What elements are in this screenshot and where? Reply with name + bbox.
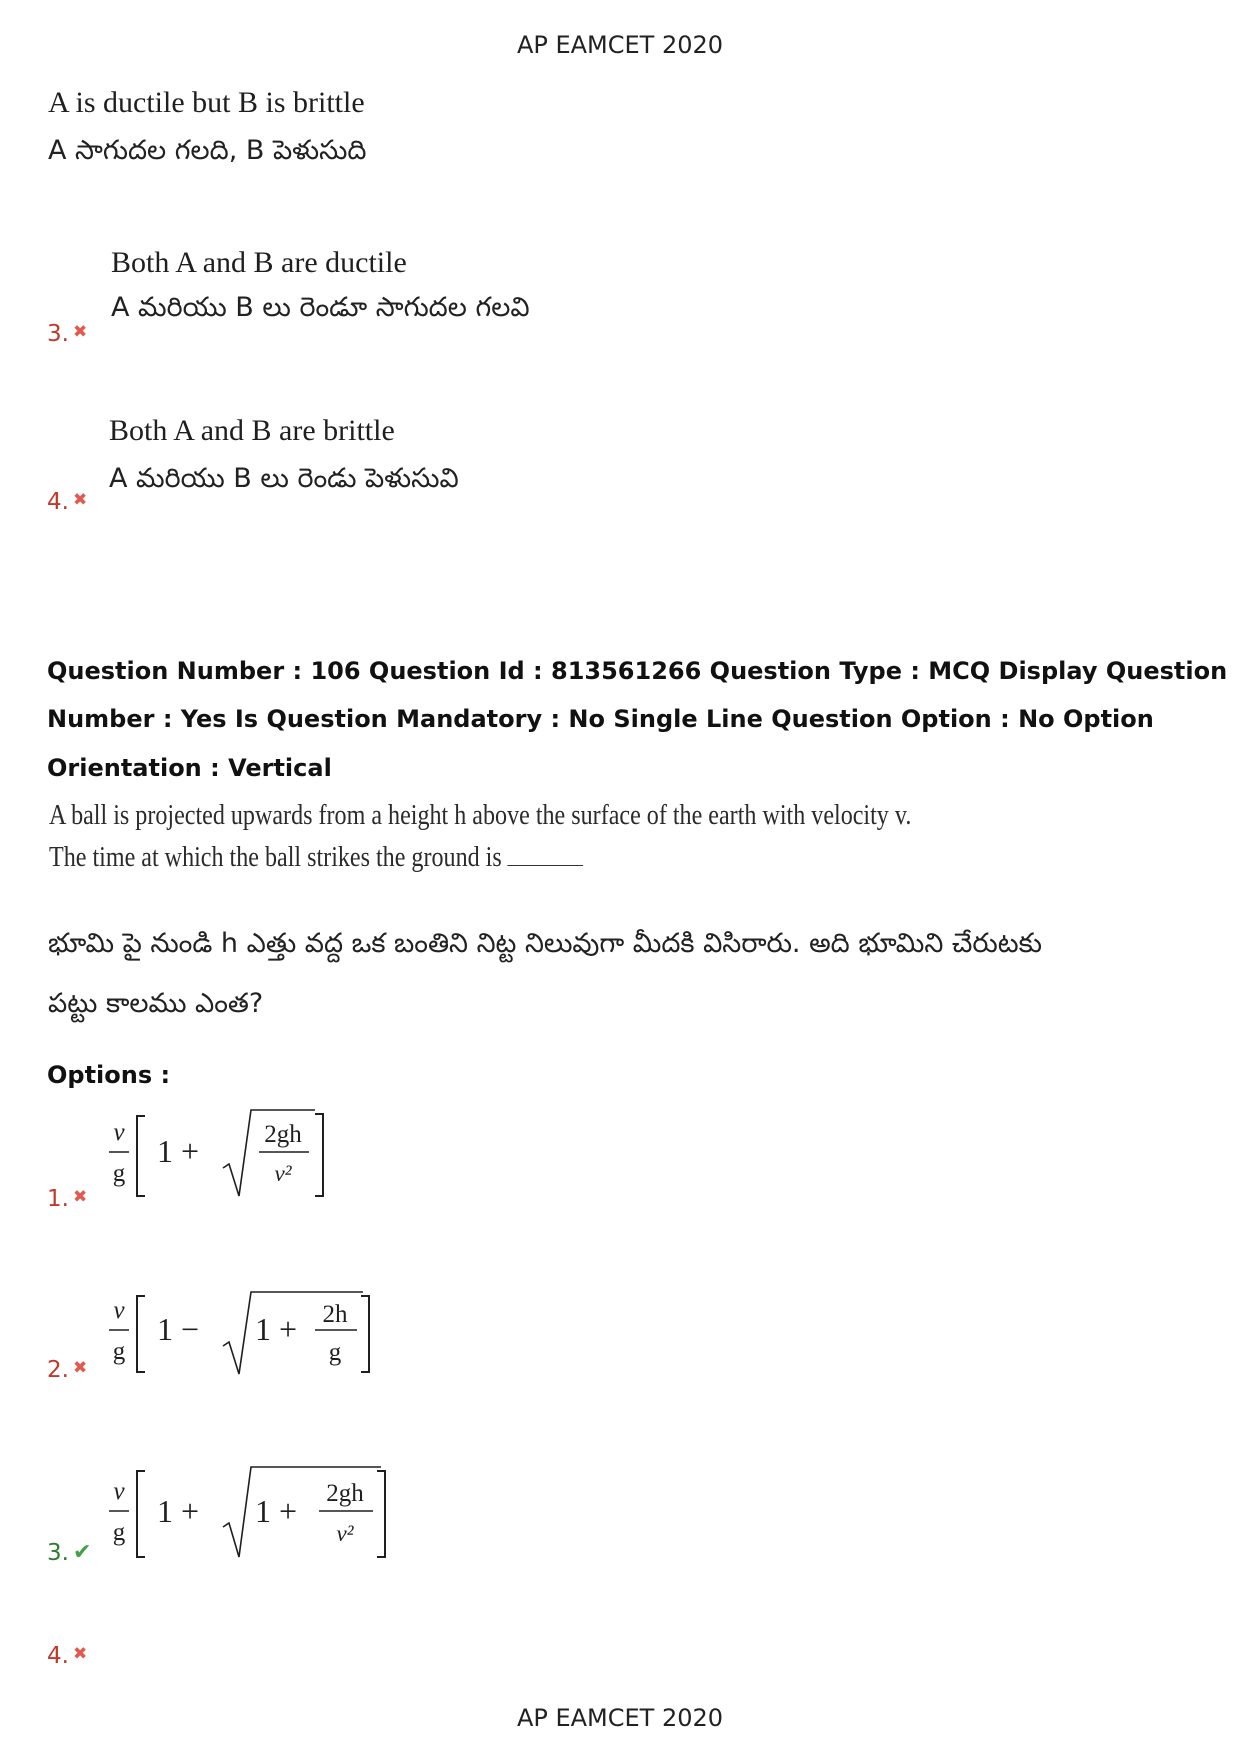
question-meta-line-3: Orientation : Vertical — [47, 754, 332, 782]
cross-icon: ✖ — [72, 1187, 88, 1207]
question-text-en-line-1: A ball is projected upwards from a height h above the surface of the earth with velocity v. — [49, 800, 912, 831]
radical-denominator: v² — [336, 1521, 354, 1546]
option-3-text-en: Both A and B are ductile — [111, 246, 407, 279]
option-4-marker — [47, 489, 87, 515]
fraction-numerator: v — [113, 1478, 125, 1505]
radical-numerator: 2h — [322, 1301, 348, 1328]
question-text-te-line-2: పట్టు కాలము ఎంత? — [48, 988, 264, 1019]
option-number: 4. — [47, 489, 69, 515]
option-1-formula — [105, 1108, 335, 1208]
option-4-marker — [47, 1643, 87, 1669]
bracket-term: 1 − — [157, 1311, 200, 1347]
fraction-denominator: g — [112, 1338, 126, 1365]
option-1-marker — [47, 1186, 87, 1212]
option-number: 1. — [47, 1186, 69, 1212]
option-text-en: A is ductile but B is brittle — [48, 86, 365, 119]
option-number: 2. — [47, 1357, 69, 1383]
fraction-denominator: g — [112, 1160, 126, 1187]
cross-icon: ✖ — [72, 1358, 88, 1378]
option-number: 3. — [47, 321, 69, 347]
fraction-denominator: g — [112, 1519, 126, 1546]
fraction-numerator: v — [113, 1119, 125, 1146]
radical-numerator: 2gh — [264, 1121, 302, 1148]
option-3-text-te: A మరియు B లు రెండూ సాగుదల గలవి — [111, 292, 530, 323]
radical-term: 1 + — [255, 1493, 298, 1529]
cross-icon: ✖ — [72, 322, 88, 342]
question-meta-line-2: Number : Yes Is Question Mandatory : No Single Line Question Option : No Option — [47, 705, 1154, 733]
page-header: AP EAMCET 2020 — [516, 31, 724, 59]
fraction-numerator: v — [113, 1297, 125, 1324]
option-2-marker — [47, 1357, 87, 1383]
cross-icon: ✖ — [72, 490, 88, 510]
option-number: 3. — [47, 1540, 69, 1566]
radical-numerator: 2gh — [326, 1480, 364, 1507]
question-meta-line-1: Question Number : 106 Question Id : 813561266 Question Type : MCQ Display Question — [47, 657, 1228, 685]
option-number: 4. — [47, 1643, 69, 1669]
question-text-en-line-2: The time at which the ball strikes the ground is — [49, 842, 583, 874]
option-4-text-te: A మరియు B లు రెండు పెళుసువి — [109, 463, 459, 494]
radical-denominator: v² — [274, 1161, 292, 1186]
answer-blank — [508, 843, 584, 866]
radical-term: 1 + — [255, 1311, 298, 1347]
option-3-formula — [105, 1465, 395, 1567]
option-3-marker — [47, 321, 87, 347]
option-3-marker-correct — [47, 1540, 91, 1566]
bracket-term: 1 + — [157, 1133, 200, 1169]
radical-denominator: g — [328, 1339, 342, 1366]
page-footer: AP EAMCET 2020 — [516, 1704, 724, 1732]
question-text-te-line-1: భూమి పై నుండి h ఎత్తు వద్ద ఒక బంతిని నిట్ట నిలువుగా మీదకి విసిరారు. అది భూమిని చేరుటకు — [48, 928, 1043, 959]
option-2-formula — [105, 1290, 375, 1385]
cross-icon: ✖ — [72, 1644, 88, 1664]
options-label: Options : — [47, 1061, 171, 1089]
check-icon: ✔ — [72, 1540, 92, 1565]
bracket-term: 1 + — [157, 1493, 200, 1529]
option-text-te: A సాగుదల గలది, B పెళుసుది — [48, 135, 367, 166]
option-4-text-en: Both A and B are brittle — [109, 414, 395, 447]
